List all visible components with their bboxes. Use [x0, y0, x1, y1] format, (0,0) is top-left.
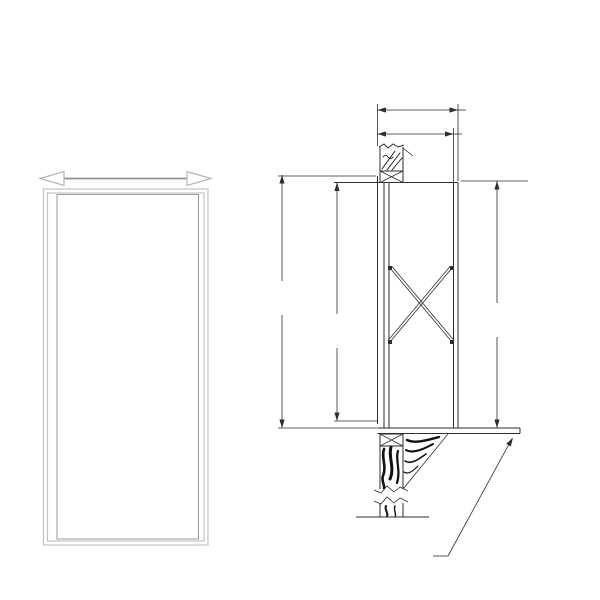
plywood-shelf — [378, 428, 521, 434]
side-view — [260, 104, 528, 556]
mailbox-frame — [57, 195, 199, 540]
cabinet-section — [334, 176, 458, 428]
arrow-right-icon — [187, 172, 211, 186]
wall-header-section — [379, 144, 413, 183]
height-dimensions — [260, 175, 528, 428]
x-brace — [388, 266, 454, 344]
depth-dimensions — [378, 104, 467, 182]
leader-arrow-icon — [506, 438, 513, 447]
front-view — [40, 172, 211, 546]
support-structure — [374, 434, 448, 517]
mailbox-trim-inner — [48, 193, 205, 541]
mailbox-trim — [44, 189, 209, 545]
arrow-left-icon — [40, 172, 64, 186]
overall-width-arrow — [40, 172, 211, 186]
plywood-note — [433, 438, 513, 557]
